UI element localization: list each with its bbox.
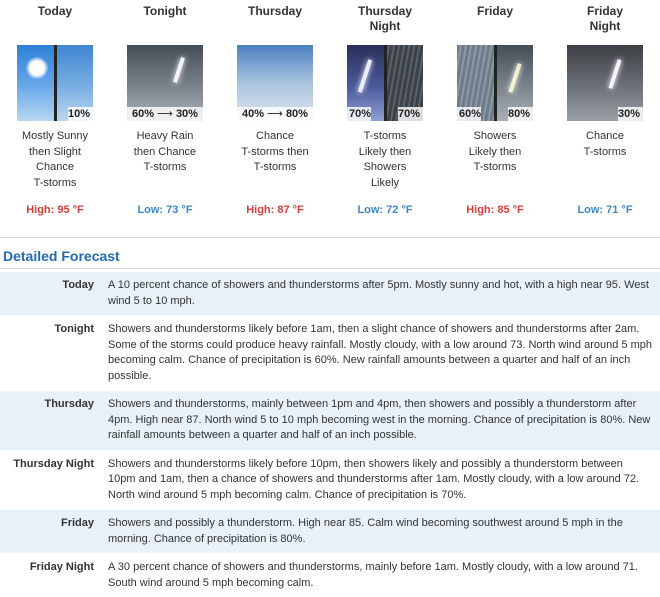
row-label: Thursday xyxy=(44,398,94,410)
period-name: Thursday xyxy=(247,4,302,18)
row-text: Showers and possibly a thunderstorm. High near 85. Calm wind becoming southwest around 5 mph in the morning. Chance of precipitation is 80%. xyxy=(108,517,623,545)
table-row xyxy=(0,390,660,450)
period-name: Today xyxy=(37,4,73,18)
period-description: Heavy Rain then Chance T-storms xyxy=(133,130,197,173)
precip-chance: 40% ⟶ 80% xyxy=(237,107,313,121)
detailed-forecast-table xyxy=(0,271,660,597)
period-description: Chance T-storms xyxy=(583,130,627,158)
period-description: Showers Likely then T-storms xyxy=(468,130,522,173)
forecast-period-friday[interactable] xyxy=(440,0,550,217)
showers-then-tstorms-icon xyxy=(457,45,533,121)
forecast-period-tonight[interactable] xyxy=(110,0,220,217)
table-row xyxy=(0,271,660,315)
seven-day-forecast xyxy=(0,0,660,222)
period-name: Friday Night xyxy=(586,4,623,33)
forecast-period-today[interactable] xyxy=(0,0,110,217)
row-label: Today xyxy=(62,279,94,291)
table-row xyxy=(0,509,660,553)
row-label: Friday xyxy=(60,517,94,529)
period-description: Chance T-storms then T-storms xyxy=(241,130,309,173)
precip-chance-end: 80% xyxy=(508,107,533,121)
forecast-period-thursday-night[interactable] xyxy=(330,0,440,217)
precip-chance-start: 70% xyxy=(349,108,372,120)
precip-chance: 60% ⟶ 30% xyxy=(127,107,203,121)
row-label: Tonight xyxy=(54,323,94,335)
row-text: Showers and thunderstorms likely before 10pm, then showers likely and possibly a thunderstorm between 10pm and 1am, then a chance of showers and thunderstorms after 1am. Mostly cloudy, with a low around 72. North wind around 5 mph becoming calm. Chance of precipitation is 70%. xyxy=(108,457,640,501)
table-row xyxy=(0,315,660,390)
table-row xyxy=(0,450,660,510)
tstorms-then-showers-icon xyxy=(347,45,423,121)
period-description: T-storms Likely then Showers Likely xyxy=(358,130,412,189)
forecast-period-friday-night[interactable] xyxy=(550,0,660,217)
forecast-period-thursday[interactable] xyxy=(220,0,330,217)
row-label: Thursday Night xyxy=(13,457,94,470)
period-temperature: Low: 73 °F xyxy=(137,204,193,216)
precip-chance: 10% xyxy=(68,107,93,121)
period-temperature: High: 85 °F xyxy=(466,204,524,216)
row-label: Friday Night xyxy=(29,561,94,573)
precip-chance-end: 70% xyxy=(398,107,423,121)
row-text: A 30 percent chance of showers and thunderstorms, mainly before 1am. Mostly cloudy, with a low around 71. South wind around 5 mph becoming calm. xyxy=(108,561,638,589)
row-text: Showers and thunderstorms likely before 1am, then a slight chance of showers and thunderstorms after 2am. Some of the storms could produce heavy rainfall. Mostly cloudy, with a low around 73. North wind around 5 mph becoming calm. Chance of precipitation is 60%. New rainfall amounts between a quarter and half of an inch possible. xyxy=(108,323,652,382)
period-temperature: High: 87 °F xyxy=(246,204,304,216)
period-temperature: Low: 71 °F xyxy=(577,204,633,216)
table-row xyxy=(0,553,660,597)
row-text: Showers and thunderstorms, mainly between 1pm and 4pm, then showers and possibly a thunderstorm after 4pm. High near 87. North wind 5 to 10 mph becoming west in the morning. Chance of precipitation is 80%. New rainfall amounts between a quarter and half of an inch possible. xyxy=(108,398,651,441)
period-temperature: High: 95 °F xyxy=(26,204,84,216)
heavy-rain-then-tstorms-icon xyxy=(127,45,203,121)
period-name: Thursday Night xyxy=(357,4,412,33)
period-temperature: Low: 72 °F xyxy=(357,204,413,216)
row-text: A 10 percent chance of showers and thunderstorms after 5pm. Mostly sunny and hot, with a high near 95. West wind 5 to 10 mph. xyxy=(108,279,649,307)
period-name: Friday xyxy=(476,4,513,18)
precip-chance-start: 60% xyxy=(459,108,482,120)
detailed-forecast-header xyxy=(0,238,660,269)
sunny-then-tstorms-icon xyxy=(17,45,93,121)
precip-chance: 30% xyxy=(618,107,643,121)
period-description: Mostly Sunny then Slight Chance T-storms xyxy=(21,130,89,189)
section-title: Detailed Forecast xyxy=(3,248,120,264)
chance-tstorms-night-icon xyxy=(567,45,643,121)
chance-tstorms-icon xyxy=(237,45,313,121)
period-name: Tonight xyxy=(143,4,187,18)
